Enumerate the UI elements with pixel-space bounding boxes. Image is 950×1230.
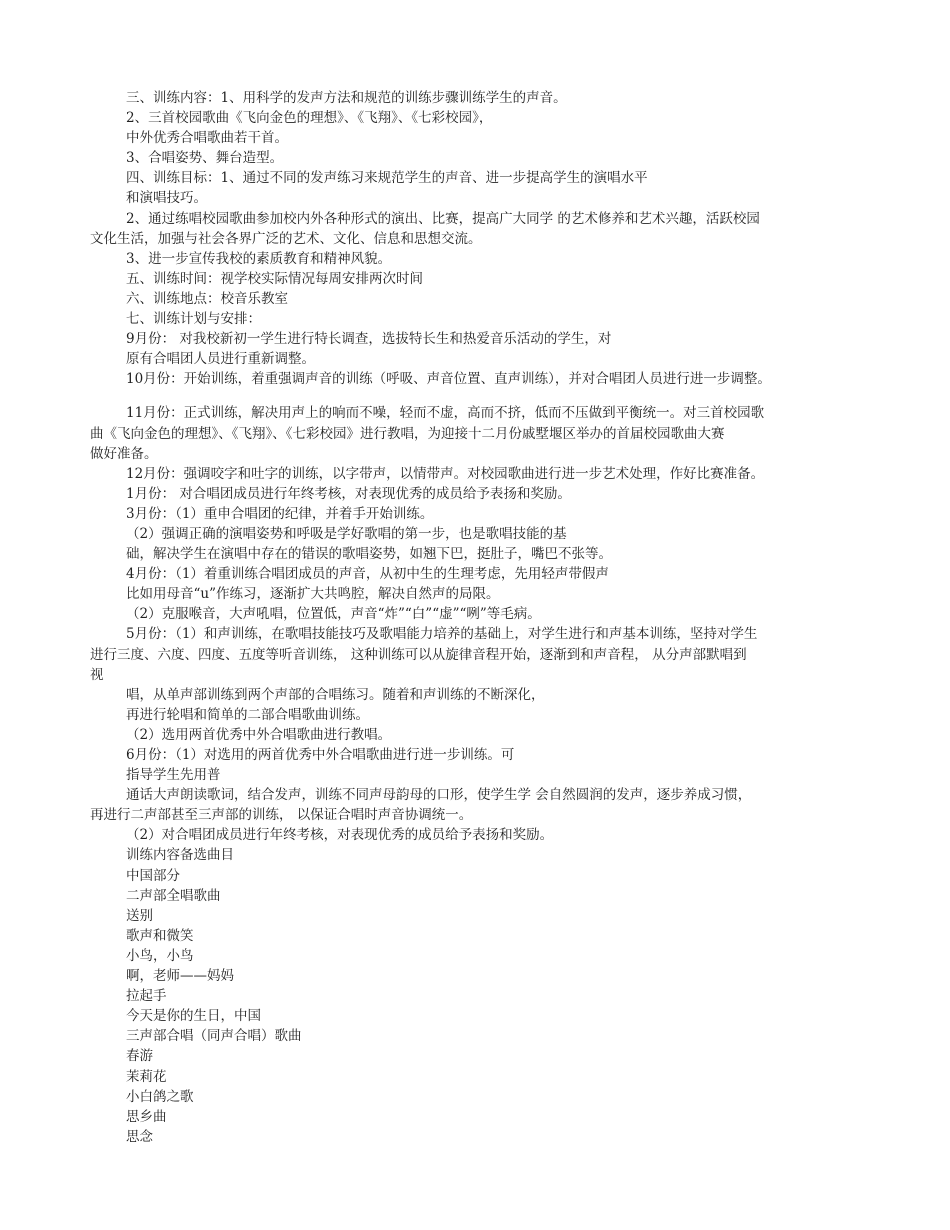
text-line: 曲《飞向金色的理想》、《飞翔》、《七彩校园》进行教唱，为迎接十二月份戚墅堰区举办的首届校园歌曲大赛 xyxy=(90,425,725,442)
text-line: （2）克服喉音，大声吼唱，位置低，声音“炸”“白”“虚”“咧”等毛病。 xyxy=(126,606,541,623)
text-line: 文化生活，加强与社会各界广泛的艺术、文化、信息和思想交流。 xyxy=(90,230,482,247)
text-line: （2）对合唱团成员进行年终考核，对表现优秀的成员给予表扬和奖励。 xyxy=(126,827,554,844)
text-line: 三、训练内容：1、用科学的发声方法和规范的训练步骤训练学生的声音。 xyxy=(126,90,567,106)
text-line: 歌声和微笑 xyxy=(126,927,194,944)
text-line: 二声部全唱歌曲 xyxy=(126,887,221,904)
text-line: 拉起手 xyxy=(126,988,167,1005)
text-line: 比如用母音“u”作练习，逐渐扩大共鸣腔，解决自然声的局限。 xyxy=(126,586,500,603)
text-line: 视 xyxy=(90,666,104,683)
text-line: 训练内容备选曲目 xyxy=(126,847,234,864)
text-line: 2、三首校园歌曲《飞向金色的理想》、《飞翔》、《七彩校园》， xyxy=(126,110,493,127)
document-body xyxy=(90,88,890,1147)
text-line: 做好准备。 xyxy=(90,445,158,462)
text-line: 四、训练目标：1、通过不同的发声练习来规范学生的声音、进一步提高学生的演唱水平 xyxy=(126,170,648,187)
text-line: 中国部分 xyxy=(126,867,180,884)
text-line: 再进行二声部甚至三声部的训练， 以保证合唱时声音协调统一。 xyxy=(90,807,473,824)
text-line: 思念 xyxy=(126,1128,153,1145)
text-line: 中外优秀合唱歌曲若干首。 xyxy=(126,130,288,147)
text-line: 6月份：（1）对选用的两首优秀中外合唱歌曲进行进一步训练。可 xyxy=(126,747,515,763)
text-line: 六、训练地点：校音乐教室 xyxy=(126,290,288,307)
text-line: 三声部合唱（同声合唱）歌曲 xyxy=(126,1028,302,1045)
text-line: 2、通过练唱校园歌曲参加校内外各种形式的演出、比赛，提高广大同学 的艺术修养和艺术兴趣，活跃校园 xyxy=(126,210,760,227)
text-line: 1月份： 对合唱团成员进行年终考核，对表现优秀的成员给予表扬和奖励。 xyxy=(126,485,571,502)
blank-line xyxy=(90,389,890,403)
text-line: 小鸟，小鸟 xyxy=(126,947,194,964)
text-line: （2）强调正确的演唱姿势和呼吸是学好歌唱的第一步，也是歌唱技能的基 xyxy=(126,525,567,542)
text-line: 进行三度、六度、四度、五度等听音训练， 这种训练可以从旋律音程开始，逐渐到和声音程， 从分声部默唱到 xyxy=(90,646,747,663)
text-line: 啊，老师——妈妈 xyxy=(126,968,234,985)
text-line: 小白鸽之歌 xyxy=(126,1088,194,1105)
text-line: 3月份：（1）重申合唱团的纪律，并着手开始训练。 xyxy=(126,505,434,522)
text-line: 3、进一步宣传我校的素质教育和精神风貌。 xyxy=(126,250,392,267)
text-line: 七、训练计划与安排： xyxy=(126,311,261,328)
text-line: 通话大声朗读歌词，结合发声，训练不同声母韵母的口形，使学生学 会自然圆润的发声，逐步养成习惯， xyxy=(126,787,752,804)
text-line: 原有合唱团人员进行重新调整。 xyxy=(126,351,315,368)
text-line: 思乡曲 xyxy=(126,1108,167,1125)
text-line: 9月份： 对我校新初一学生进行特长调查，选拔特长生和热爱音乐活动的学生，对 xyxy=(126,331,612,348)
text-line: 茉莉花 xyxy=(126,1068,167,1085)
text-line: 4月份：（1）着重训练合唱团成员的声音，从初中生的生理考虑，先用轻声带假声 xyxy=(126,566,609,583)
text-line: 今天是你的生日，中国 xyxy=(126,1008,261,1025)
text-line: 12月份：强调咬字和吐字的训练，以字带声，以情带声。对校园歌曲进行进一步艺术处理，作好比赛准备。 xyxy=(126,465,765,482)
text-line: 和演唱技巧。 xyxy=(126,190,207,207)
text-line: 3、合唱姿势、舞台造型。 xyxy=(126,150,284,167)
text-line: 10月份：开始训练，着重强调声音的训练（呼吸、声音位置、直声训练），并对合唱团人员进行进一步调整。 xyxy=(126,371,771,388)
text-line: 再进行轮唱和简单的二部合唱歌曲训练。 xyxy=(126,706,369,723)
text-line: 指导学生先用普 xyxy=(126,767,221,784)
text-line: 5月份：（1）和声训练，在歌唱技能技巧及歌唱能力培养的基础上，对学生进行和声基本训练，坚持对学生 xyxy=(126,626,758,643)
text-line: 11月份：正式训练，解决用声上的响而不噪，轻而不虚，高而不挤，低而不压做到平衡统一。对三首校园歌 xyxy=(126,405,765,422)
text-line: （2）选用两首优秀中外合唱歌曲进行教唱。 xyxy=(126,726,392,743)
text-line: 五、训练时间：视学校实际情况每周安排两次时间 xyxy=(126,270,423,287)
text-line: 春游 xyxy=(126,1048,153,1065)
text-line: 础，解决学生在演唱中存在的错误的歌唱姿势，如翘下巴，挺肚子，嘴巴不张等。 xyxy=(126,546,612,563)
text-line: 送别 xyxy=(126,907,153,924)
text-line: 唱，从单声部训练到两个声部的合唱练习。随着和声训练的不断深化， xyxy=(126,686,545,703)
